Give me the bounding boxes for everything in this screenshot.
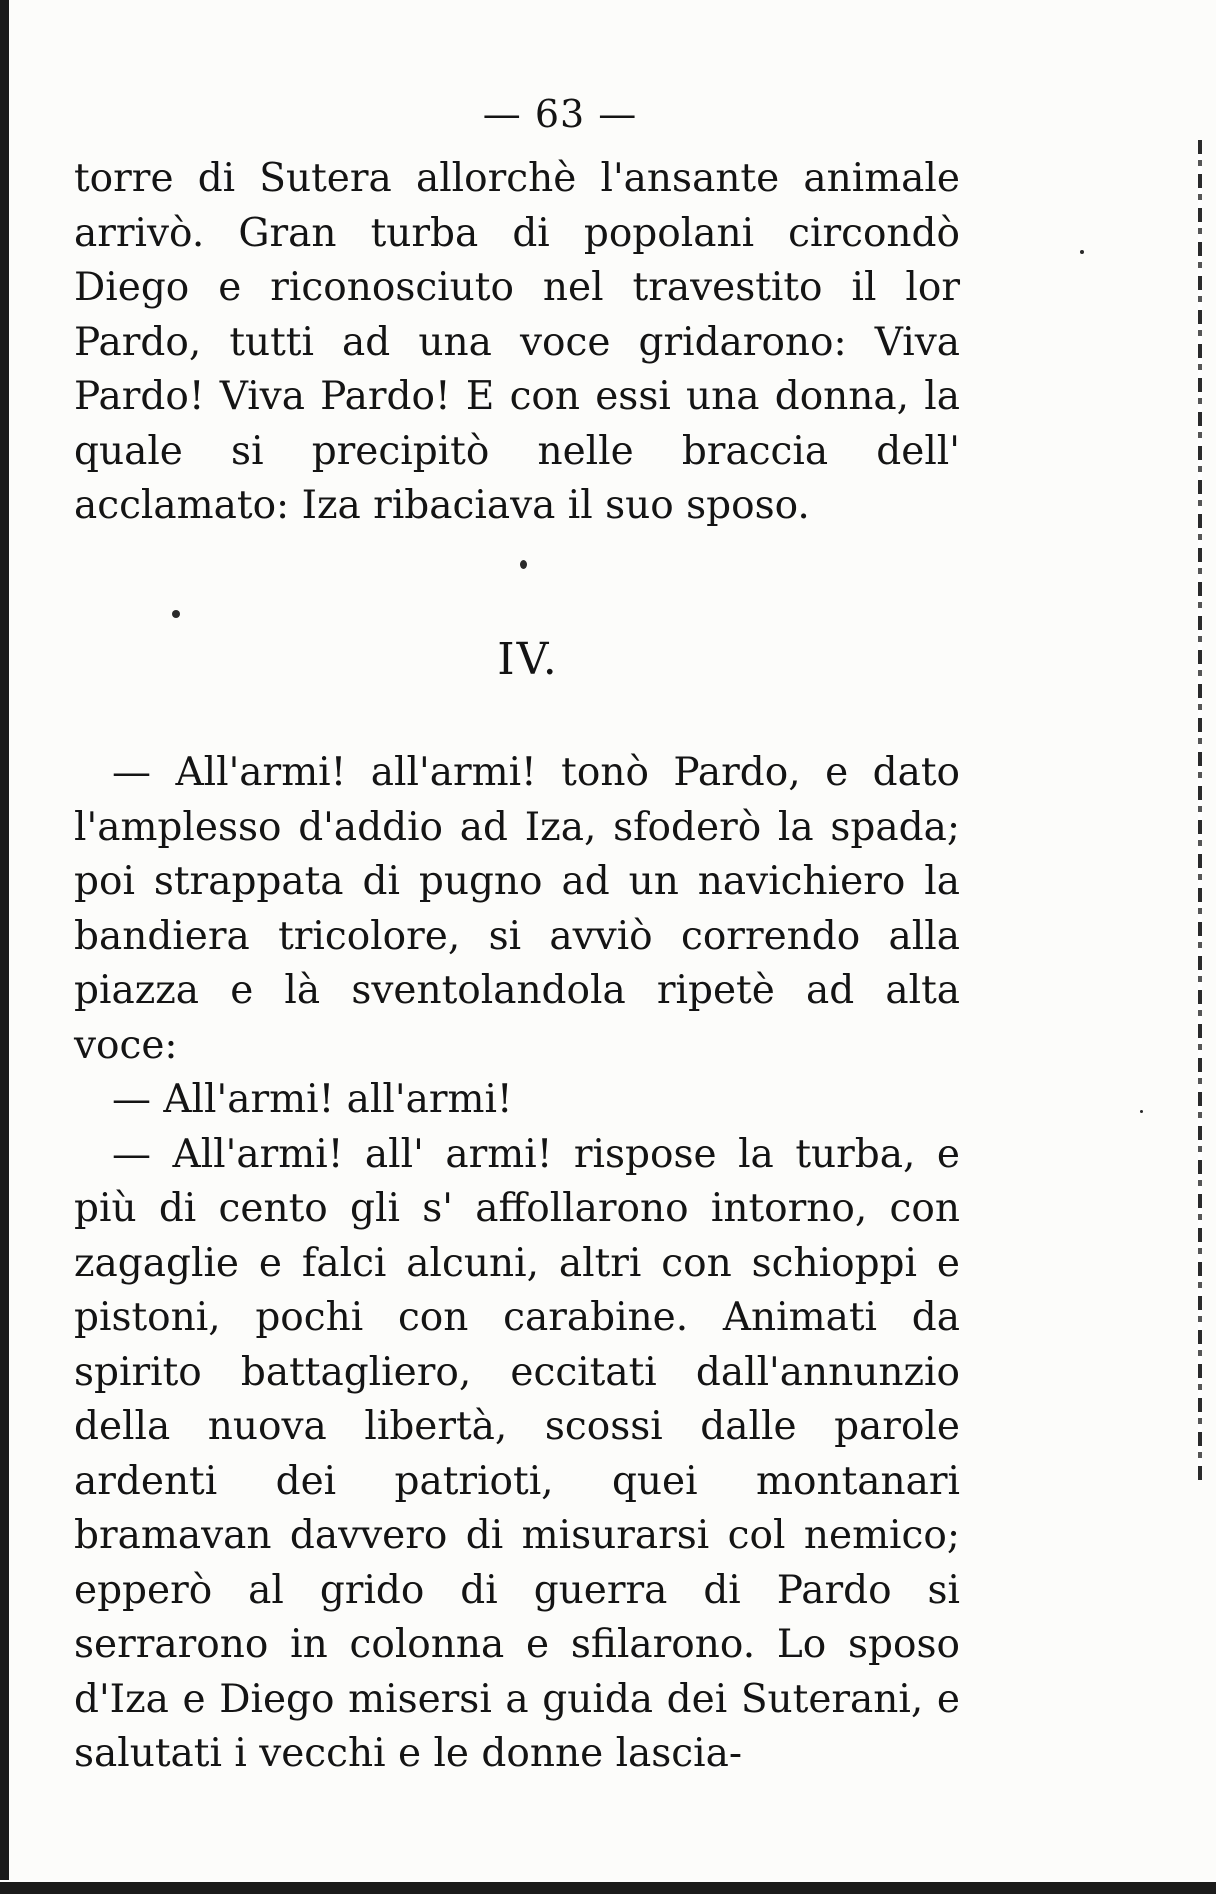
paragraph-2: — All'armi! all'armi!: [112, 1077, 513, 1122]
page-number-header: — 63 —: [482, 92, 638, 136]
page-left-edge: [0, 0, 9, 1894]
scan-speck: [1140, 1110, 1143, 1113]
scan-speck: [520, 560, 527, 569]
scan-speck: [172, 610, 180, 618]
paragraph-3: — All'armi! all' armi! rispose la turba, e più di cento gli s' affollarono intorno, con zagaglie e falci alcuni, altri con schioppi e pistoni, pochi con carabine. Animati da spirito battagliero, eccitati dall'annunzio della nuova libertà, scossi dalle parole ardenti dei patrioti, quei montanari bramavan davvero di misurarsi col nemico; epperò al grido di guerra di Pardo si serrarono in colonna e sfilarono. Lo sposo d'Iza e Diego misersi a guida dei Suterani, e salutati i vecchi e le donne lascia-: [74, 1131, 960, 1776]
page-right-edge: [1198, 140, 1202, 1480]
opening-paragraph: torre di Sutera allorchè l'ansante animale arrivò. Gran turba di popolani circondò Diego e riconosciuto nel travestito il lor Pardo, tutti ad una voce gridarono: Viva Pardo! Viva Pardo! E con essi una donna, la quale si precipitò nelle braccia dell' acclamato: Iza ribaciava il suo sposo.: [74, 156, 960, 528]
section-body: [74, 746, 960, 1782]
scan-speck: [1080, 250, 1084, 254]
opening-paragraph-block: [74, 152, 960, 534]
section-title: IV.: [497, 634, 559, 685]
paragraph-1: — All'armi! all'armi! tonò Pardo, e dato l'amplesso d'addio ad Iza, sfoderò la spada; poi strappata di pugno ad un navichiero la bandiera tricolore, si avviò correndo alla piazza e là sventolandola ripetè ad alta voce:: [74, 750, 960, 1068]
page-bottom-edge: [0, 1880, 1216, 1894]
